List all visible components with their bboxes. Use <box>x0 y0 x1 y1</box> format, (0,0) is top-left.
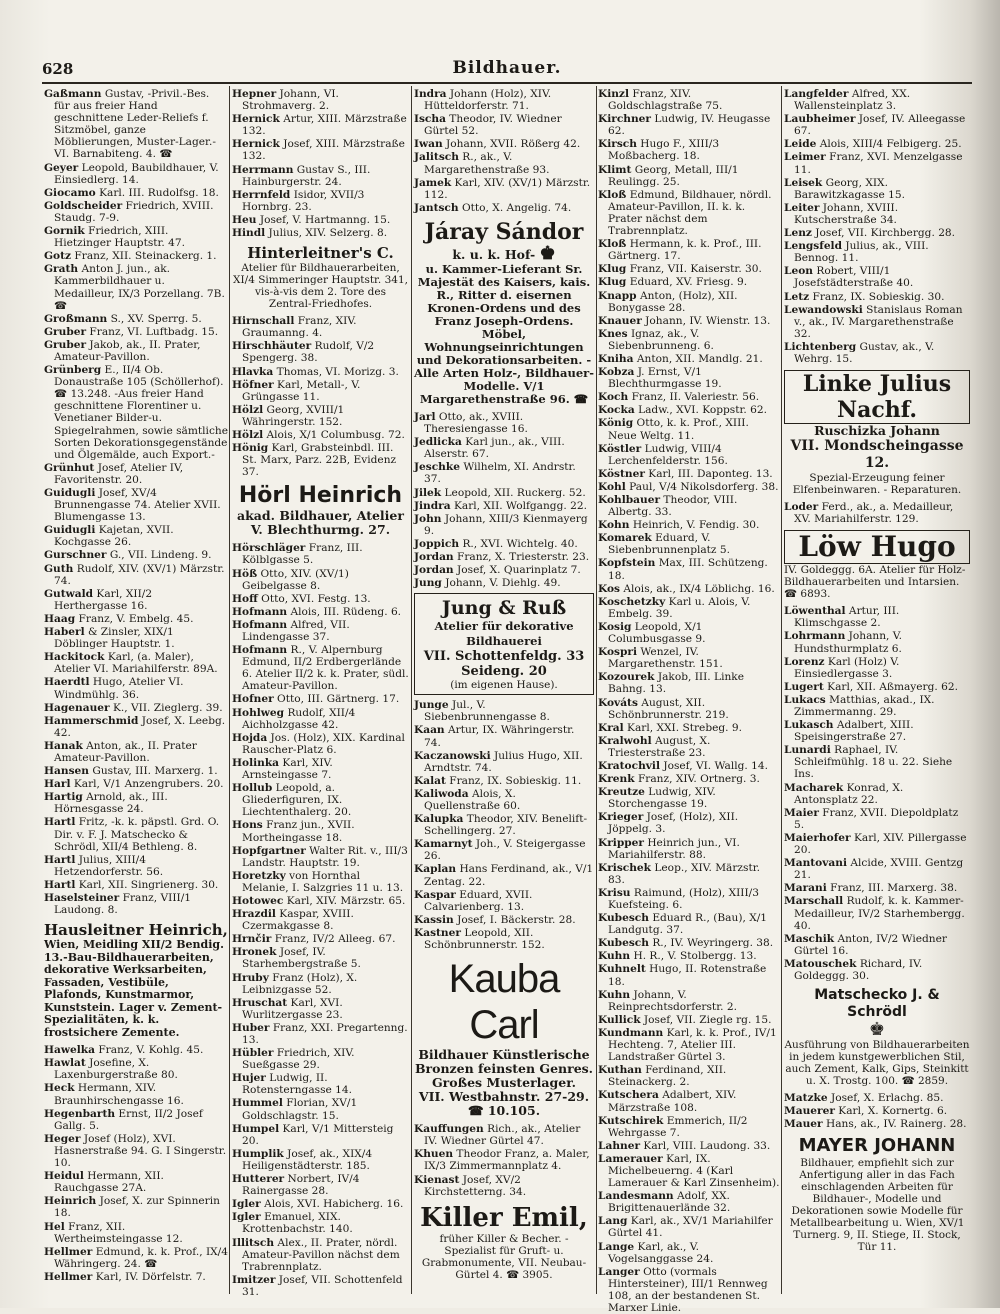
list-item: Goldscheider Friedrich, XVIII. Staudg. 7-9. <box>44 199 214 224</box>
list-item: Mauer Hans, ak., IV. Rainerg. 28. <box>784 1118 967 1131</box>
list-item: Marschall Rudolf, k. k. Kammer-Medailleur, IV/2 Starhembergg. 40. <box>784 895 965 932</box>
list-item: Giocamo Karl. III. Rudolfsg. 18. <box>44 186 219 199</box>
list-item: Kreutze Ludwig, XIV. Storchengasse 19. <box>598 786 716 811</box>
list-item: Hartl Julius, XIII/4 Hetzendorferstr. 56. <box>44 853 164 878</box>
list-item: Hopfgartner Walter Rit. v., III/3 Landstr. Hauptstr. 19. <box>232 844 408 869</box>
list-item: Langer Otto (vormals Hintersteiner), III/1 Rennweg 108, an der bestandenen St. Marxer Linie. <box>598 1265 768 1314</box>
ad-text: IV. Goldeggg. 6A. Atelier für Holz-Bildhauerarbeiten und Intarsien. ☎ 6893. <box>784 564 966 601</box>
list-item: Kováts August, XII. Schönbrunnerstr. 219. <box>598 696 729 721</box>
list-item: Laubheimer Josef, IV. Alleegasse 67. <box>784 113 966 138</box>
ad-address: VII. Mondscheingasse 12. <box>790 438 964 472</box>
list-item: Jordan Josef, X. Quarinplatz 7. <box>414 564 581 577</box>
list-item: Kohlbauer Theodor, VIII. Albertg. 33. <box>598 494 738 519</box>
list-item: Hofmann R., V. Alpernburg Edmund, II/2 Erdbergerlände 6. Atelier II/2 k. k. Prater, südl. Amateur-Pavillon. <box>232 644 409 693</box>
list-item: Maschik Anton, IV/2 Wiedner Gürtel 16. <box>784 932 947 957</box>
list-item: Guidugli Josef, XV/4 Brunnengasse 74. Atelier XVII. Blumengasse 13. <box>44 487 221 524</box>
entry-list <box>414 699 594 951</box>
list-item: Hepner Johann, VI. Strohmaverg. 2. <box>232 88 339 113</box>
list-item: Imitzer Josef, VII. Schottenfeld 31. <box>232 1273 403 1298</box>
list-item: Kuhnelt Hugo, II. Rotenstraße 18. <box>598 963 767 988</box>
list-item: Kaplan Hans Ferdinand, ak., V/1 Zentag. 22. <box>414 863 594 888</box>
list-item: Hagenauer K., VII. Zieglerg. 39. <box>44 701 223 714</box>
column-1 <box>44 88 228 1293</box>
list-item: Geyer Leopold, Baubildhauer, V. Einsiedlerg. 14. <box>44 161 219 186</box>
list-item: Gutwald Karl, XII/2 Herthergasse 16. <box>44 587 153 612</box>
advertisement <box>414 219 594 406</box>
ad-text: Atelier für dekorative Bildhauerei <box>434 619 574 649</box>
list-item: Löwenthal Artur, III. Klimschgasse 2. <box>784 605 900 630</box>
list-item: Lengsfeld Julius, ak., VIII. Bennog. 11. <box>784 240 929 265</box>
list-item: Guth Rudolf, XIV. (XV/1) Märzstr. 74. <box>44 562 225 587</box>
advertisement <box>784 1135 970 1253</box>
column-divider <box>781 86 782 1294</box>
ad-text: Bildhauer, empfiehlt sich zur Anfertigung aller in das Fach einschlagenden Arbeiten für Bildhauer-, Modelle und Dekorationen sowie Modelle für Metallbearbeitung u. Wien, XV/1 Turnerg. 9, II. Stiege, II. Stock, Tür 11. <box>789 1157 965 1254</box>
list-item: Kinzl Franz, XIV. Goldschlagstraße 75. <box>598 88 723 113</box>
ad-name: Kauba Carl <box>448 957 560 1048</box>
list-item: Hrazdil Kaspar, XVIII. Czermakgasse 8. <box>232 908 354 933</box>
column-3 <box>414 88 594 1293</box>
list-item: Hackitock Karl, (a. Maler), Atelier VI. Mariahilferstr. 89A. <box>44 651 218 676</box>
list-item: Gurschner G., VII. Lindeng. 9. <box>44 549 212 562</box>
list-item: Gruber Franz, VI. Luftbadg. 15. <box>44 325 219 338</box>
list-item: Hartl Fritz, -k. k. päpstl. Grd. O. Dir. v. F. J. Matschecko & Schrödl, XII/4 Bethleng. 8. <box>44 816 220 853</box>
list-item: Krieger Josef, (Holz), XII. Jöppelg. 3. <box>598 811 739 836</box>
list-item: Krischek Leop., XIV. Märzstr. 83. <box>598 861 760 886</box>
ad-name: Jung & Ruß <box>441 597 567 620</box>
list-item: Kohn Heinrich, V. Fendig. 30. <box>598 519 760 532</box>
list-item: Hawlat Josefine, X. Laxenburgerstraße 80. <box>44 1057 178 1082</box>
list-item: Leiter Johann, XVIII. Kutscherstraße 34. <box>784 201 899 226</box>
column-divider <box>596 86 597 1294</box>
list-item: Leisek Georg, XIX. Barawitzkagasse 15. <box>784 176 905 201</box>
advertisement <box>232 483 409 537</box>
list-item: Hoff Otto, XVI. Festg. 13. <box>232 592 371 605</box>
ad-text: u. Kammer-Lieferant Sr. Majestät des Kaisers, kais. R., Ritter d. eisernen Kronen-Ordens und des Franz Joseph-Ordens. Möbel, Wohnungseinrichtungen und Dekorationsarbeiten. - Alle Arten Holz-, Bildhauer-Modelle. V/1 Margarethenstraße 96. ☎ <box>414 261 594 406</box>
ad-text: akad. Bildhauer, Atelier V. Blechthurmg. 27. <box>237 508 404 538</box>
list-item: Gaßmann Gustav, -Privil.-Bes. für aus freier Hand geschnittene Leder-Reliefs f. Sitzmöbel, ganze Möblierungen, Muster-Lager.-VI. Barnabiteng. 4. ☎ <box>44 88 216 161</box>
list-item: Kosig Leopold, X/1 Columbusgasse 9. <box>598 620 706 646</box>
list-item: Hindl Julius, XIV. Selzerg. 8. <box>232 227 388 240</box>
list-item: Höfner Karl, Metall-, V. Grüngasse 11. <box>232 378 361 403</box>
list-item: John Johann, XIII/3 Kienmayerg 9. <box>414 512 588 537</box>
list-item: Leimer Franz, XVI. Menzelgasse 11. <box>784 151 963 176</box>
list-item: Grünberg E., II/4 Ob. Donaustraße 105 (Schöllerhof). ☎ 13.248. -Aus freier Hand geschnittene Florentiner u. Venetianer Bilder-u. Spiegelrahmen, sowie sämtliche Sorten Dekorationsgegenstände und Ölgemälde, auch Export.- <box>44 364 228 461</box>
list-item: Jalitsch R., ak., V. Margarethenstraße 93. <box>414 151 550 176</box>
list-item: Krenk Franz, XIV. Ortnerg. 3. <box>598 773 760 786</box>
list-item: Lukasch Adalbert, XIII. Speisingerstraße 27. <box>784 719 914 744</box>
advertisement <box>414 956 594 1118</box>
list-item: Hirschhäuter Rudolf, V/2 Spengerg. 38. <box>232 340 375 365</box>
ad-line: Ruschizka Johann <box>814 423 940 439</box>
page-header <box>42 56 972 82</box>
list-item: Jamek Karl, XIV. (XV/1) Märzstr. 112. <box>414 176 591 201</box>
list-item: Hanak Anton, ak., II. Prater Amateur-Pavillon. <box>44 739 197 764</box>
entry-list <box>232 315 409 478</box>
list-item: Koch Franz, II. Valeriestr. 56. <box>598 391 760 404</box>
list-item: Hofmann Alfred, VII. Lindengasse 37. <box>232 618 350 643</box>
list-item: König Otto, k. k. Prof., XIII. Neue Weltg. 11. <box>598 417 749 442</box>
advertisement <box>784 370 970 496</box>
column-5 <box>784 88 970 1293</box>
list-item: Kozourek Jakob, III. Linke Bahng. 13. <box>598 671 744 696</box>
list-item: Hernick Josef, XIII. Märzstraße 132. <box>232 138 405 163</box>
list-item: Hansen Gustav, III. Marxerg. 1. <box>44 765 218 778</box>
list-item: Heidul Hermann, XII. Rauchgasse 27A. <box>44 1170 164 1195</box>
list-item: Hellmer Edmund, k. k. Prof., IX/4 Währingerg. 24. ☎ <box>44 1245 228 1270</box>
list-item: Kubesch R., IV. Weyringerg. 38. <box>598 937 774 950</box>
list-item: Mantovani Alcide, XVIII. Gentzg 21. <box>784 857 964 882</box>
column-4 <box>598 88 780 1314</box>
header-rule <box>42 82 972 84</box>
list-item: Komarek Eduard, V. Siebenbrunnenplatz 5. <box>598 532 730 557</box>
list-item: Lorenz Karl (Holz) V. Einsiedlergasse 3. <box>784 655 900 680</box>
list-item: Kundmann Karl, k. k. Prof., IV/1 Hechteng. 7, Atelier III. Landstraßer Gürtel 3. <box>598 1026 777 1064</box>
list-item: Horetzky von Hornthal Melanie, I. Salzgries 11 u. 13. <box>232 869 404 894</box>
list-item: Hölzl Georg, XVIII/1 Währingerstr. 152. <box>232 403 345 428</box>
list-item: Illitsch Alex., II. Prater, nördl. Amateur-Pavillon nächst dem Trabrennplatz. <box>232 1236 400 1273</box>
ad-address: VII. Westbahnstr. 27-29. ☎ 10.105. <box>418 1089 590 1119</box>
list-item: Hübler Friedrich, XIV. Sueßgasse 29. <box>232 1047 355 1072</box>
list-item: Koschetzky Karl u. Alois, V. Embelg. 39. <box>598 595 751 620</box>
list-item: Jarl Otto, ak., XVIII. Theresiengasse 16. <box>414 410 528 436</box>
list-item: Huber Franz, XXI. Pregartenng. 13. <box>232 1021 408 1046</box>
list-item: Grath Anton J. jun., ak. Kammerbildhauer u. Medailleur, IX/3 Porzellang. 7B. ☎ <box>44 263 225 312</box>
list-item: Heck Hermann, XIV. Braunhirschengasse 16. <box>44 1082 184 1107</box>
advertisement <box>784 987 970 1087</box>
list-item: Kutschirek Emmerich, II/2 Wehrgasse 7. <box>598 1114 748 1139</box>
list-item: Hölzl Alois, X/1 Columbusg. 72. <box>232 428 405 441</box>
entry-list <box>784 88 970 365</box>
list-item: Kauffungen Rich., ak., Atelier IV. Wiedner Gürtel 47. <box>414 1123 581 1148</box>
list-item: Leon Robert, VIII/1 Josefstädterstraße 40. <box>784 265 914 290</box>
list-item: Kastner Leopold, XII. Schönbrunnerstr. 152. <box>414 926 545 952</box>
list-item: Kaliwoda Alois, X. Quellenstraße 60. <box>414 787 521 812</box>
list-item: Kassin Josef, I. Bäckerstr. 28. <box>414 913 576 926</box>
list-item: Kaczanowski Julius Hugo, XII. Arndtstr. 74. <box>414 749 583 774</box>
list-item: Kienast Josef, XV/2 Kirchstetterng. 34. <box>414 1173 527 1198</box>
list-item: Lang Karl, ak., XV/1 Mariahilfer Gürtel 41. <box>598 1215 773 1240</box>
list-item: Herrnfeld Isidor, XVII/3 Hornbrg. 23. <box>232 188 365 213</box>
list-item: Humplik Josef, ak., XIX/4 Heiligenstädterstr. 185. <box>232 1147 373 1172</box>
list-item: Mauerer Karl, X. Kornertg. 6. <box>784 1105 948 1118</box>
entry-list <box>784 605 970 982</box>
list-item: Hammerschmid Josef, X. Leebg. 42. <box>44 714 226 739</box>
list-item: Humpel Karl, V/1 Mittersteig 20. <box>232 1122 394 1147</box>
list-item: Heu Josef, V. Hartmanng. 15. <box>232 213 391 226</box>
list-item: Krisu Raimund, (Holz), XIII/3 Kuefsteing. 6. <box>598 886 759 911</box>
list-item: Hollub Leopold, a. Gliederfiguren, IX. Liechtenthalerg. 20. <box>232 782 352 819</box>
list-item: Lohrmann Johann, V. Hundsthurmplatz 6. <box>784 630 902 655</box>
list-item: Hawelka Franz, V. Kohlg. 45. <box>44 1044 204 1057</box>
ad-name: Löw Hugo <box>784 530 970 564</box>
ad-text: Atelier für Bildhauerarbeiten, XI/4 Simmeringer Hauptstr. 341, vis-à-vis dem 2. Tore des Zentral-Friedhofes. <box>233 262 408 311</box>
list-item: Hotowec Karl, XIV. Märzstr. 65. <box>232 894 406 907</box>
list-item: Iwan Johann, XVII. Rößerg 42. <box>414 138 581 151</box>
list-item: Loder Ferd., ak., a. Medailleur, XV. Mariahilferstr. 129. <box>784 501 954 526</box>
list-item: Kirsch Hugo F., XIII/3 Moßbacherg. 18. <box>598 138 720 163</box>
list-item: Knapp Anton, (Holz), XII. Bonygasse 28. <box>598 289 738 314</box>
list-item: Leide Alois, XIII/4 Felbigerg. 25. <box>784 138 962 151</box>
ad-text: Ausführung von Bildhauerarbeiten in jedem kunstgewerblichen Stil, auch Zement, Kalk, Gips, Steinkitt u. X. Trostg. 100. ☎ 2859. <box>784 1039 970 1088</box>
list-item: Hirnschall Franz, XIV. Graumanng. 4. <box>232 315 357 340</box>
column-divider <box>411 86 412 1294</box>
ad-name: Matschecko J. & Schrödl <box>814 987 940 1021</box>
list-item: Jung Johann, V. Diehlg. 49. <box>414 577 561 590</box>
entry-list <box>784 501 970 525</box>
list-item: Klug Eduard, XV. Friesg. 9. <box>598 276 748 289</box>
list-item: Hel Franz, XII. Wertheimsteingasse 12. <box>44 1220 183 1245</box>
list-item: Kutschera Adalbert, XIV. Märzstraße 108. <box>598 1089 737 1114</box>
list-item: Lukacs Matthias, akad., IX. Zimmermanng. 29. <box>784 693 935 718</box>
ad-text: früher Killer & Becher. -Spezialist für Gruft- u. Grabmonumente, VII. Neubau-Gürtel 4. ☎ 3905. <box>421 1232 587 1281</box>
list-item: Kral Karl, XXI. Strebeg. 9. <box>598 721 742 734</box>
list-item: Grünhut Josef, Atelier IV, Favoritenstr. 20. <box>44 461 184 486</box>
list-item: Hruschat Karl, XVI. Wurlitzergasse 23. <box>232 996 343 1021</box>
list-item: Kalat Franz, IX. Sobieskig. 11. <box>414 774 582 787</box>
list-item: Lange Karl, ak., V. Vogelsanggasse 24. <box>598 1240 714 1265</box>
list-item: Igler Emanuel, XIX. Krottenbachstr. 140. <box>232 1211 353 1236</box>
list-item: Kospri Wenzel, IV. Margarethenstr. 151. <box>598 646 723 671</box>
list-item: Haag Franz, V. Embelg. 45. <box>44 612 194 625</box>
list-item: Ischa Theodor, IV. Wiedner Gürtel 52. <box>414 113 562 138</box>
imperial-eagle-icon: ♚ <box>868 1019 886 1041</box>
list-item: Khuen Theodor Franz, a. Maler, IX/3 Zimmermannplatz 4. <box>414 1148 590 1173</box>
ad-name: Hinterleitner's C. <box>247 244 394 263</box>
list-item: Hruby Franz (Holz), X. Leibnizgasse 52. <box>232 971 358 996</box>
list-item: Letz Franz, IX. Sobieskig. 30. <box>784 290 945 303</box>
list-item: Kuhn H. R., V. Stolbergg. 13. <box>598 950 757 963</box>
entry-list <box>44 88 228 916</box>
ad-text: Wien, Meidling XII/2 Bendig. 13.-Bau-Bildhauerarbeiten, dekorative Werksarbeiten, Fassaden, Vestibüle, Plafonds, Kunstmarmor, Kunststein. Lager v. Zement-Spezialitäten, k. k. frostsichere Zemente. <box>44 938 224 1039</box>
list-item: Jilek Leopold, XII. Ruckerg. 52. <box>414 486 586 499</box>
ad-name: Járay Sándor <box>424 218 584 245</box>
list-item: Lahner Karl, VIII. Laudong. 33. <box>598 1139 771 1152</box>
list-item: Kratochvil Josef, VI. Wallg. 14. <box>598 759 768 772</box>
list-item: Großmann S., XV. Sperrg. 5. <box>44 312 202 325</box>
imperial-eagle-icon: ♚ <box>539 242 556 264</box>
list-item: Kaan Artur, IX. Währingerstr. 74. <box>414 724 575 749</box>
list-item: Klimt Georg, Metall, III/1 Reulingg. 25. <box>598 163 739 188</box>
list-item: Kripper Heinrich jun., VI. Mariahilferstr. 88. <box>598 836 740 861</box>
entry-list <box>232 542 409 1298</box>
list-item: Hronek Josef, IV. Starhembergstraße 5. <box>232 946 361 971</box>
page-title: Bildhauer. <box>452 58 562 78</box>
list-item: Hlavka Thomas, VI. Morizg. 3. <box>232 365 399 378</box>
list-item: Kirchner Ludwig, IV. Heugasse 62. <box>598 113 771 138</box>
list-item: Junge Jul., V. Siebenbrunnengasse 8. <box>414 699 550 724</box>
list-item: Holinka Karl, XIV. Arnsteingasse 7. <box>232 756 333 782</box>
page-number: 628 <box>42 60 74 78</box>
list-item: Lenz Josef, VII. Kirchbergg. 28. <box>784 227 956 240</box>
list-item: Knes Ignaz, ak., V. Siebenbrunneng. 6. <box>598 327 714 352</box>
list-item: Kohl Paul, V/4 Nikolsdorferg. 38. <box>598 480 779 493</box>
list-item: Landesmann Adolf, XX. Brigittenauerlände 32. <box>598 1190 731 1215</box>
list-item: Jindra Karl, XII. Wolfgangg. 22. <box>414 499 587 512</box>
list-item: Hujer Ludwig, II. Rotensterngasse 14. <box>232 1072 353 1097</box>
list-item: Hofmann Alois, III. Rüdeng. 6. <box>232 605 402 618</box>
list-item: Lewandowski Stanislaus Roman v., ak., IV. Margarethenstraße 32. <box>784 303 963 340</box>
list-item: Kaspar Eduard, XVII. Calvarienberg. 13. <box>414 888 533 913</box>
ad-text: Spezial-Erzeugung feiner Elfenbeinwaren. - Reparaturen. <box>792 472 962 497</box>
list-item: Kubesch Eduard R., (Bau), X/1 Landgutg. 37. <box>598 912 768 937</box>
list-item: Jordan Franz, X. Triesterstr. 23. <box>414 550 590 563</box>
list-item: Hörschläger Franz, III. Kölblgasse 5. <box>232 542 363 567</box>
list-item: Kocka Ladw., XVI. Koppstr. 62. <box>598 404 767 417</box>
entry-list <box>598 88 780 1314</box>
list-item: Haberl & Zinsler, XIX/1 Döblinger Hauptstr. 1. <box>44 626 175 651</box>
list-item: Langfelder Alfred, XX. Wallensteinplatz 3. <box>784 88 911 113</box>
list-item: Hellmer Karl, IV. Dörfelstr. 7. <box>44 1270 206 1283</box>
list-item: Hofner Otto, III. Gärtnerg. 17. <box>232 693 400 706</box>
ad-address: VII. Schottenfeldg. 33 Seideng. 20 <box>423 649 585 680</box>
list-item: Matouschek Richard, IV. Goldeggg. 30. <box>784 957 923 982</box>
ad-name: MAYER JOHANN <box>798 1135 956 1157</box>
list-item: Lichtenberg Gustav, ak., V. Wehrg. 15. <box>784 340 935 365</box>
list-item: Hojda Jos. (Holz), XIX. Kardinal Rauscher-Platz 6. <box>232 731 405 756</box>
list-item: Macharek Konrad, X. Antonsplatz 22. <box>784 781 904 806</box>
list-item: Gornik Friedrich, XIII. Hietzinger Hauptstr. 47. <box>44 225 186 250</box>
list-item: Heger Josef (Holz), XVI. Hasnerstraße 94. G. I Singerstr. 10. <box>44 1132 227 1170</box>
list-item: Hernick Artur, XIII. Märzstraße 132. <box>232 113 407 138</box>
list-item: Knauer Johann, IV. Wienstr. 13. <box>598 314 771 327</box>
list-item: Hutterer Norbert, IV/4 Rainergasse 28. <box>232 1173 360 1198</box>
list-item: Kopfstein Max, III. Schützeng. 18. <box>598 557 768 582</box>
list-item: Heinrich Josef, X. zur Spinnerin 18. <box>44 1195 220 1220</box>
column-2 <box>232 88 409 1298</box>
list-item: Lunardi Raphael, IV. Schleifmühlg. 18 u. 22. Siehe Ins. <box>784 744 953 781</box>
list-item: Guidugli Kajetan, XVII. Kochgasse 26. <box>44 524 174 549</box>
ad-text: Bildhauer Künstlerische Bronzen feinsten Genres. Großes Musterlager. <box>414 1047 594 1091</box>
list-item: Kloß Hermann, k. k. Prof., III. Gärtnerg. 17. <box>598 238 762 263</box>
list-item: Herrmann Gustav S., III. Hainburgerstr. 24. <box>232 163 371 188</box>
list-item: Jantsch Otto, X. Angelig. 74. <box>414 201 572 214</box>
entry-list <box>784 1092 970 1130</box>
list-item: Kuhn Johann, V. Reinprechtsdorferstr. 2. <box>598 988 737 1013</box>
list-item: Haerdtl Hugo, Atelier VI. Windmühlg. 36. <box>44 676 184 701</box>
list-item: Joppich R., XVI. Wichtelg. 40. <box>414 537 578 550</box>
entry-list <box>414 88 594 214</box>
entry-list <box>44 1044 228 1283</box>
ad-line: k. u. k. Hof- ♚ <box>452 242 556 264</box>
list-item: Jeschke Wilhelm, XI. Andrstr. 37. <box>414 461 576 486</box>
list-item: Hartig Arnold, ak., III. Hörnesgasse 24. <box>44 791 168 816</box>
ad-name: Linke Julius Nachf. <box>784 370 970 424</box>
list-item: Kullick Josef, VII. Ziegle rg. 15. <box>598 1013 772 1026</box>
list-item: Hegenbarth Ernst, II/2 Josef Gallg. 5. <box>44 1107 203 1132</box>
entry-list <box>232 88 409 239</box>
entry-list <box>414 411 594 589</box>
ad-name: Hausleitner Heinrich, <box>44 921 228 940</box>
ad-note: (im eigenen Hause). <box>450 679 558 692</box>
list-item: Lugert Karl, XII. Aßmayerg. 62. <box>784 680 958 693</box>
entry-list <box>414 1123 594 1198</box>
list-item: Hönig Karl, Grabsteinbdl. III. St. Marx, Parz. 22B, Evidenz 37. <box>232 442 397 479</box>
list-item: Hummel Florian, XV/1 Goldschlagstr. 15. <box>232 1097 358 1122</box>
list-item: Kamarnyt Joh., V. Steigergasse 26. <box>414 838 586 863</box>
list-item: Köstler Ludwig, VIII/4 Lerchenfelderstr. 156. <box>598 442 728 467</box>
list-item: Hons Franz jun., XVII. Mortheingasse 18. <box>232 819 355 844</box>
advertisement <box>44 921 228 1039</box>
advertisement <box>414 1203 594 1281</box>
list-item: Kobza J. Ernst, V/1 Blechthurmgasse 19. <box>598 366 722 391</box>
list-item: Kos Alois, ak., IX/4 Löblichg. 16. <box>598 582 775 595</box>
list-item: Hohlweg Rudolf, XII/4 Aichholzgasse 42. <box>232 706 356 731</box>
list-item: Hrnčir Franz, IV/2 Alleeg. 67. <box>232 933 396 946</box>
ad-name: Hörl Heinrich <box>238 483 403 509</box>
advertisement <box>414 593 594 695</box>
advertisement <box>784 530 970 600</box>
list-item: Maier Franz, XVII. Diepoldplatz 5. <box>784 806 959 831</box>
list-item: Marani Franz, III. Marxerg. 38. <box>784 882 958 895</box>
list-item: Gotz Franz, XII. Steinackerg. 1. <box>44 250 217 263</box>
list-item: Igler Alois, XVI. Habicherg. 16. <box>232 1198 404 1211</box>
list-item: Kloß Edmund, Bildhauer, nördl. Amateur-Pavillon, II. k. k. Prater nächst dem Trabrennplatz. <box>598 188 772 238</box>
list-item: Kralwohl August, X. Triesterstraße 23. <box>598 734 711 759</box>
list-item: Kniha Anton, XII. Mandlg. 21. <box>598 352 763 365</box>
list-item: Köstner Karl, III. Daponteg. 13. <box>598 467 773 480</box>
list-item: Kuthan Ferdinand, XII. Steinackerg. 2. <box>598 1064 727 1089</box>
column-divider <box>229 86 230 1294</box>
ad-name: Killer Emil, <box>420 1202 588 1233</box>
advertisement <box>232 244 409 310</box>
list-item: Maierhofer Karl, XIV. Pillergasse 20. <box>784 831 967 857</box>
list-item: Klug Franz, VII. Kaiserstr. 30. <box>598 263 762 276</box>
list-item: Gruber Jakob, ak., II. Prater, Amateur-Pavillon. <box>44 338 201 363</box>
list-item: Matzke Josef, X. Erlachg. 85. <box>784 1092 944 1105</box>
list-item: Haselsteiner Franz, VIII/1 Laudong. 8. <box>44 892 192 917</box>
list-item: Jedlicka Karl jun., ak., VIII. Alserstr. 67. <box>414 436 565 461</box>
list-item: Höß Otto, XIV. (XV/1) Geibelgasse 8. <box>232 567 349 592</box>
list-item: Lamerauer Karl, IX. Michelbeuerng. 4 (Karl Lamerauer & Karl Zinsenheim). <box>598 1152 780 1190</box>
list-item: Kalupka Theodor, XIV. Benelift-Schellingerg. 27. <box>414 813 588 838</box>
list-item: Harl Karl, V/1 Anzengrubers. 20. <box>44 778 224 791</box>
list-item: Indra Johann (Holz), XIV. Hütteldorferstr. 71. <box>414 88 552 113</box>
list-item: Hartl Karl, XII. Singrienerg. 30. <box>44 878 219 891</box>
